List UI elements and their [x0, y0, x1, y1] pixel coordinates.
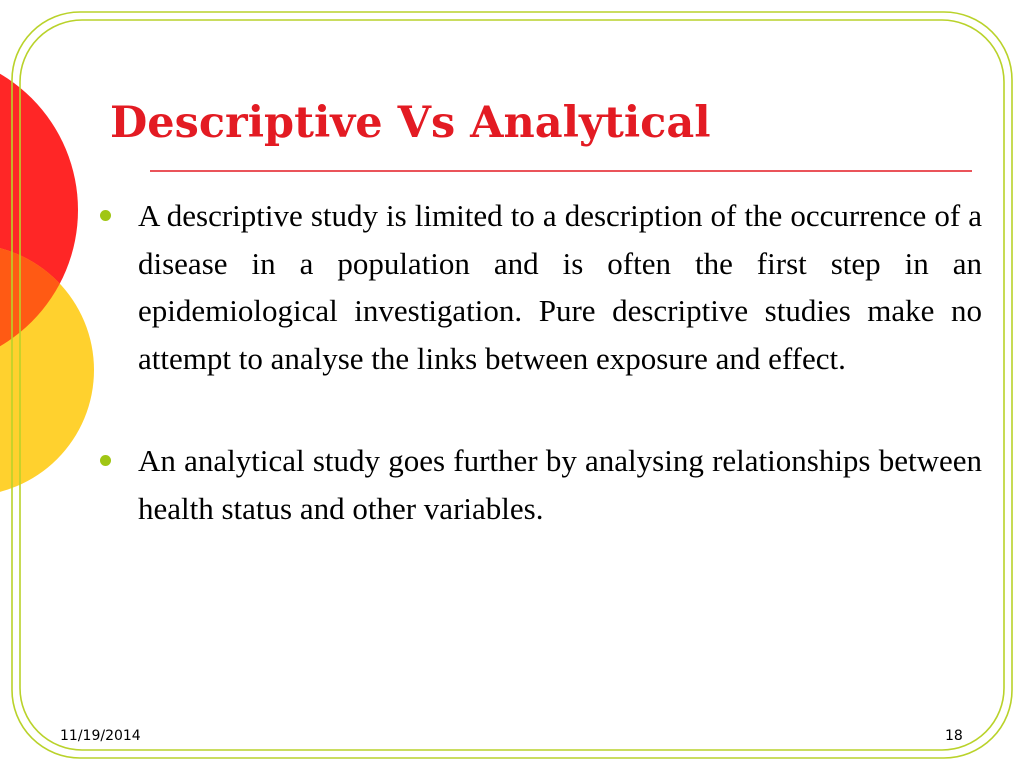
bullet-list	[98, 192, 982, 587]
slide-title: Descriptive Vs Analytical	[110, 98, 711, 148]
bullet-item	[98, 192, 982, 382]
bullet-text: An analytical study goes further by analysing relationships between health status and other variables.	[138, 443, 982, 526]
bullet-text: A descriptive study is limited to a description of the occurrence of a disease in a population and is often the first step in an epidemiological investigation. Pure descriptive studies make no attempt to analyse the links between exposure and effect.	[138, 198, 982, 376]
bullet-item	[98, 437, 982, 532]
bullet-dot-icon	[100, 455, 111, 466]
footer-date: 11/19/2014	[60, 728, 141, 744]
bullet-dot-icon	[100, 210, 111, 221]
footer-page-number: 18	[945, 728, 963, 744]
